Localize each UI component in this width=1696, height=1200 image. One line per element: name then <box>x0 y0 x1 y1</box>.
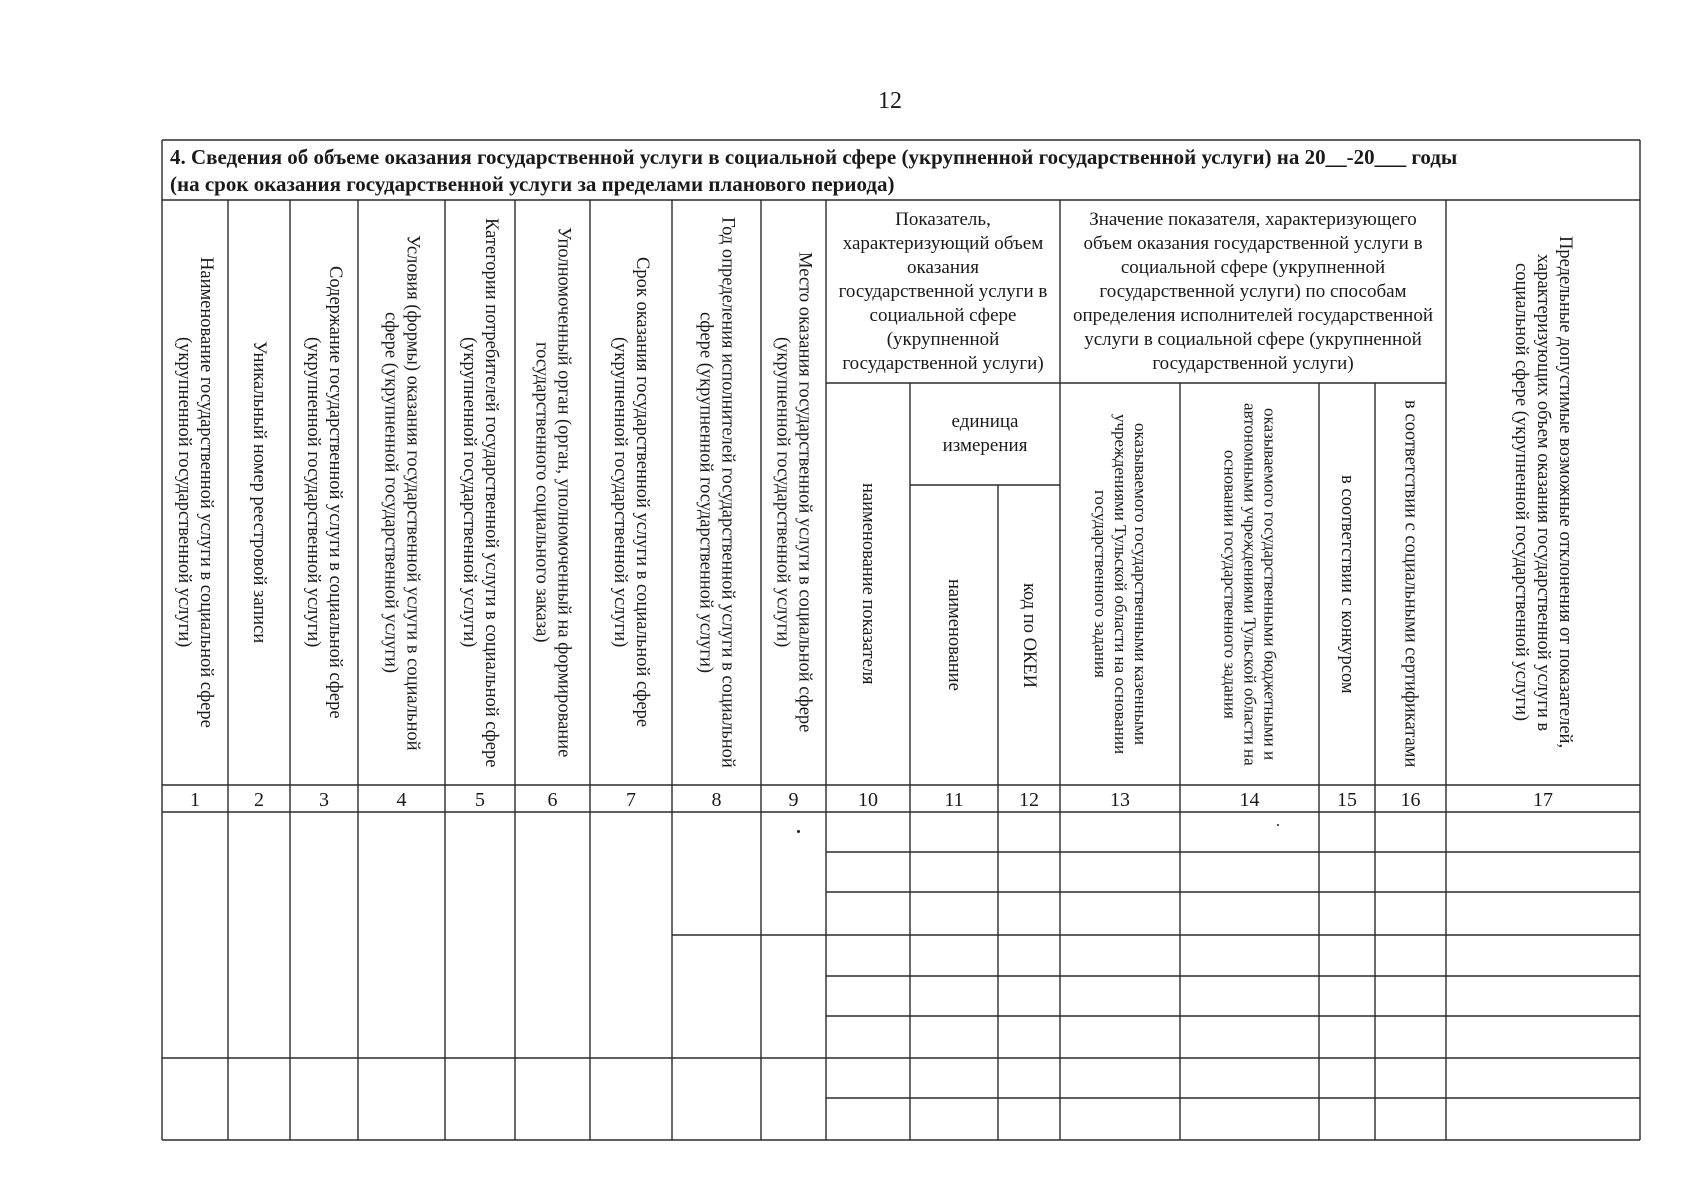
column-header-5-label: Категории потребителей государственной услуги в социальной сфере (укрупненной государственной услуги) <box>459 217 501 768</box>
column-header-14-label: оказываемого государственными бюджетными и автономными учреждениями Тульской области на основании государственного задания <box>1220 402 1280 766</box>
column-number-9: 9 <box>788 789 799 811</box>
column-header-10-label: наименование показателя <box>858 483 878 685</box>
column-header-16-label: в соответствии с социальными сертификатами <box>1400 400 1421 768</box>
group-header-value <box>1060 200 1446 383</box>
section-title <box>170 144 1630 198</box>
column-header-15-label: в соответствии с конкурсом <box>1337 474 1357 694</box>
column-header-12 <box>998 485 1060 785</box>
scan-speck <box>1277 824 1279 826</box>
group-header-indicator <box>826 200 1060 383</box>
column-number-12: 12 <box>1019 789 1039 811</box>
section-title-line-1: 4. Сведения об объеме оказания государственной услуги в социальной сфере (укрупненной государственной услуги) на 20__-20___ годы <box>170 145 1458 169</box>
column-header-8-label: Год определения исполнителей государственной услуги в социальной сфере (укрупненной государственной услуги) <box>695 217 738 768</box>
column-number-13: 13 <box>1110 789 1130 811</box>
column-header-12-label: код по ОКЕИ <box>1019 582 1039 688</box>
column-number-15: 15 <box>1337 789 1357 811</box>
column-number-5: 5 <box>475 789 485 811</box>
column-header-14 <box>1180 383 1319 785</box>
column-number-10: 10 <box>858 789 878 811</box>
scan-speck <box>797 830 800 833</box>
column-number-16: 16 <box>1400 789 1421 811</box>
column-header-7-label: Срок оказания государственной услуги в социальной сфере (укрупненной государственной услуги) <box>610 257 652 728</box>
column-header-13 <box>1060 383 1180 785</box>
column-header-13-label: оказываемого государственными казенными учреждениями Тульской области на основании государственного задания <box>1091 413 1150 755</box>
column-header-2 <box>228 200 290 785</box>
column-number-11: 11 <box>944 789 964 811</box>
group-header-unit <box>910 383 1060 485</box>
column-header-7 <box>590 200 672 785</box>
column-number-8: 8 <box>711 789 722 811</box>
column-header-17 <box>1446 200 1640 785</box>
column-number-17: 17 <box>1533 789 1553 811</box>
column-header-1-label: Наименование государственной услуги в социальной сфере (укрупненной государственной услуги) <box>174 257 216 728</box>
column-number-1: 1 <box>190 789 200 811</box>
column-header-4-label: Условия (формы) оказания государственной услуги в социальной сфере (укрупненной государственной услуги) <box>380 234 423 751</box>
column-number-14: 14 <box>1239 789 1260 811</box>
column-header-1 <box>162 200 228 785</box>
column-header-9 <box>761 200 826 785</box>
column-number-2: 2 <box>254 789 264 811</box>
group-header-indicator-label: Показатель, характеризующий объем оказания государственной услуги в социальной сфере (укрупненной государственной услуги) <box>838 208 1048 374</box>
column-header-2-label: Уникальный номер реестровой записи <box>249 341 269 644</box>
column-header-3 <box>290 200 358 785</box>
column-number-7: 7 <box>626 789 636 811</box>
column-header-6-label: Уполномоченный орган (орган, уполномоченный на формирование государственного социального заказа) <box>531 227 574 758</box>
column-header-17-label: Предельные допустимые возможные отклонения от показателей, характеризующих объем оказания государственной услуги в социальной сфере (укрупненной государственной услуги) <box>1511 236 1575 749</box>
column-header-4 <box>358 200 445 785</box>
volume-form-table <box>162 140 1640 1140</box>
column-header-6 <box>515 200 590 785</box>
column-number-6: 6 <box>547 789 558 811</box>
column-header-3-label: Содержание государственной услуги в социальной сфере (укрупненной государственной услуги) <box>303 266 345 719</box>
group-header-value-label: Значение показателя, характеризующего объем оказания государственной услуги в социальной сфере (укрупненной государственной услуги) по способам определения исполнителей государственной услуги в социальной сфере (укрупненной государственной услуги) <box>1073 208 1434 374</box>
column-header-9-label: Место оказания государственной услуги в социальной сфере (укрупненной государственной услуги) <box>772 252 815 733</box>
column-header-10 <box>826 383 910 785</box>
group-header-unit-label: единица измерения <box>942 411 1028 456</box>
column-header-15 <box>1319 383 1375 785</box>
column-header-8 <box>672 200 761 785</box>
column-number-4: 4 <box>396 789 407 811</box>
column-header-16 <box>1375 383 1446 785</box>
column-header-11-label: наименование <box>944 579 964 691</box>
column-header-5 <box>445 200 515 785</box>
section-title-line-2: (на срок оказания государственной услуги за пределами планового периода) <box>170 172 895 196</box>
page-number: 12 <box>878 88 902 114</box>
column-header-11 <box>910 485 998 785</box>
column-number-3: 3 <box>319 789 329 811</box>
